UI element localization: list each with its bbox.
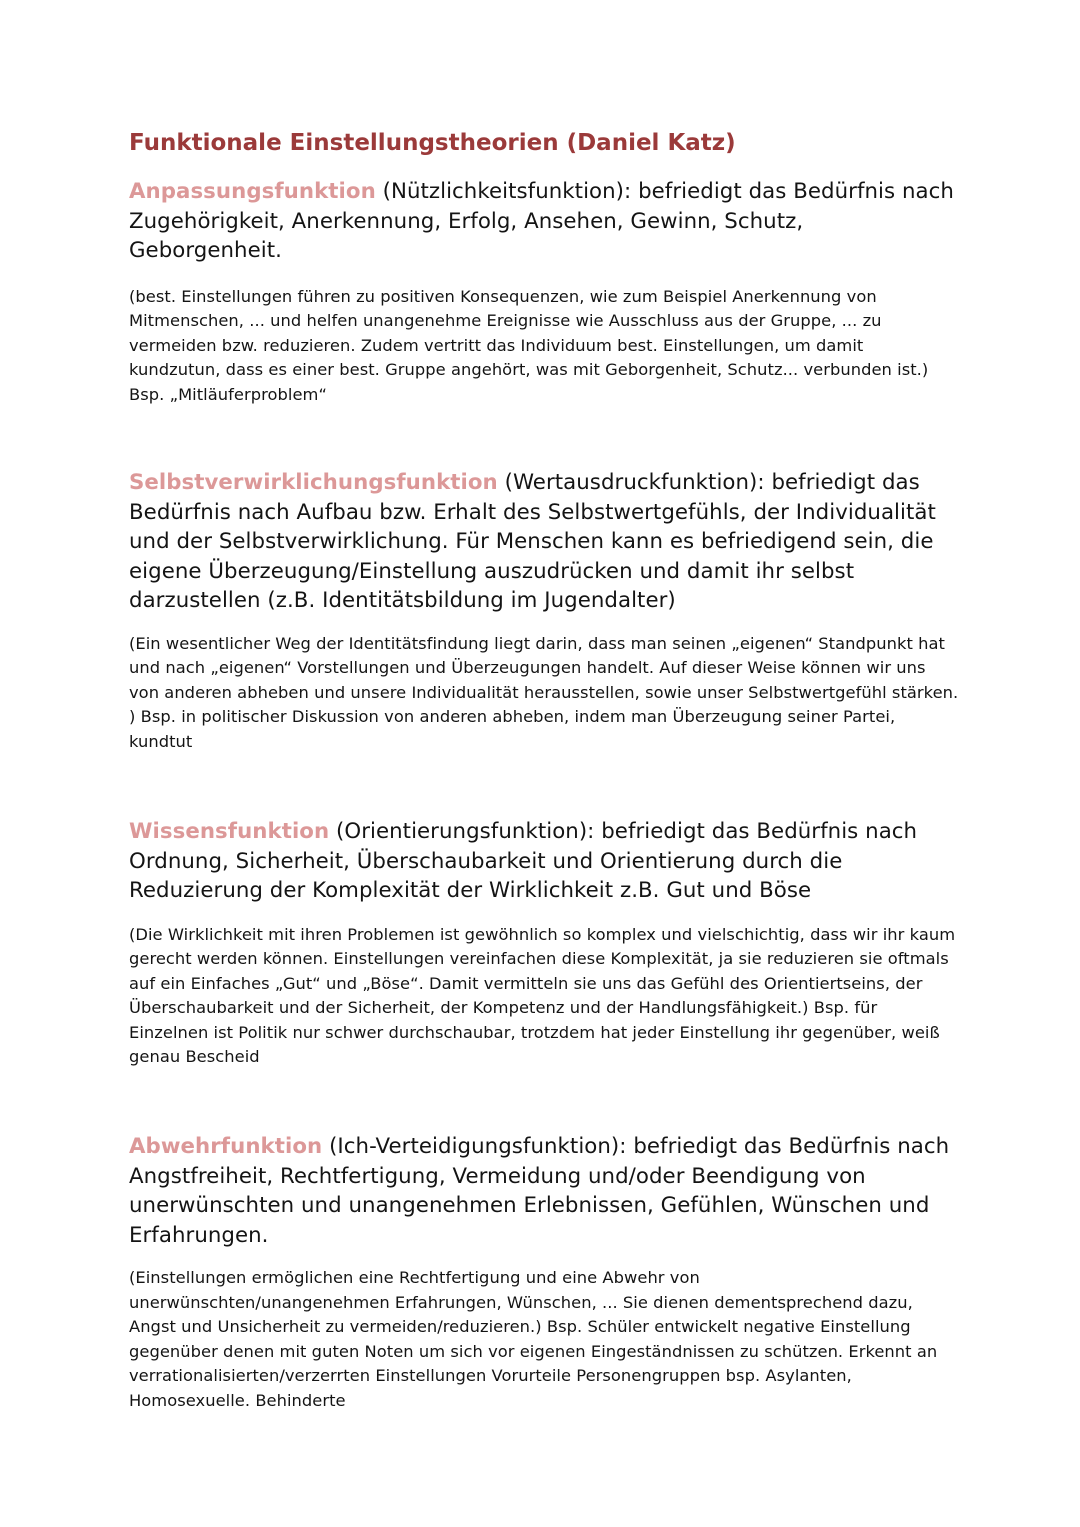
section-wissensfunktion	[129, 817, 959, 1070]
section-term: Abwehrfunktion	[129, 1134, 323, 1159]
section-term: Selbstverwirklichungsfunktion	[129, 470, 498, 495]
section-lead-text: (Orientierungsfunktion): befriedigt das Bedürfnis nach Ordnung, Sicherheit, Überschaubarkeit und Orientierung durch die Reduzierung der Komplexität der Wirklichkeit z.B. Gut und Böse	[129, 819, 918, 903]
section-lead	[129, 468, 959, 616]
section-selbstverwirklichungsfunktion	[129, 468, 959, 754]
section-term: Wissensfunktion	[129, 819, 330, 844]
section-lead-text: (Wertausdruckfunktion): befriedigt das Bedürfnis nach Aufbau bzw. Erhalt des Selbstwertgefühls, der Individualität und der Selbstverwirklichung. Für Menschen kann es befriedigend sein, die eigene Überzeugung/Einstellung auszudrücken und damit ihr selbst darzustellen (z.B. Identitätsbildung im Jugendalter)	[129, 470, 936, 613]
section-note: (Ein wesentlicher Weg der Identitätsfindung liegt darin, dass man seinen „eigenen“ Standpunkt hat und nach „eigenen“ Vorstellungen und Überzeugungen handelt. Auf dieser Weise können wir uns von anderen abheben und unsere Individualität herausstellen, sowie unser Selbstwertgefühl stärken. ) Bsp. in politischer Diskussion von anderen abheben, indem man Überzeugung seiner Partei, kundtut	[129, 633, 959, 751]
section-lead-text: (Nützlichkeitsfunktion): befriedigt das Bedürfnis nach Zugehörigkeit, Anerkennung, Erfolg, Ansehen, Gewinn, Schutz, Geborgenheit.	[129, 179, 954, 263]
section-abwehrfunktion	[129, 1132, 959, 1413]
section-term: Anpassungsfunktion	[129, 179, 376, 204]
section-lead-text: (Ich-Verteidigungsfunktion): befriedigt das Bedürfnis nach Angstfreiheit, Rechtfertigung, Vermeidung und/oder Beendigung von unerwünschten und unangenehmen Erlebnissen, Gefühlen, Wünschen und Erfahrungen.	[129, 1134, 950, 1248]
section-lead	[129, 817, 959, 906]
section-note: (Einstellungen ermöglichen eine Rechtfertigung und eine Abwehr von unerwünschten/unangenehmen Erfahrungen, Wünschen, ... Sie dienen dementsprechend dazu, Angst und Unsicherheit zu vermeiden/reduzieren.) Bsp. Schüler entwickelt negative Einstellung gegenüber denen mit guten Noten um sich vor eigenen Eingeständnissen zu schützen. Erkennt an verrationalisierten/verzerrten Einstellungen Vorurteile Personengruppen bsp. Asylanten, Homosexuelle. Behinderte	[129, 1268, 938, 1410]
document-title: Funktionale Einstellungstheorien (Daniel Katz)	[129, 130, 736, 156]
section-lead	[129, 177, 959, 266]
section-anpassungsfunktion	[129, 177, 959, 407]
section-note: (best. Einstellungen führen zu positiven Konsequenzen, wie zum Beispiel Anerkennung von Mitmenschen, ... und helfen unangenehme Ereignisse wie Ausschluss aus der Gruppe, ... zu vermeiden bzw. reduzieren. Zudem vertritt das Individuum best. Einstellungen, um damit kundzutun, dass es einer best. Gruppe angehört, was mit Geborgenheit, Schutz... verbunden ist.) Bsp. „Mitläuferproblem“	[129, 286, 929, 404]
section-note: (Die Wirklichkeit mit ihren Problemen ist gewöhnlich so komplex und vielschichtig, dass wir ihr kaum gerecht werden können. Einstellungen vereinfachen diese Komplexität, ja sie reduzieren sie oftmals auf ein Einfaches „Gut“ und „Böse“. Damit vermitteln sie uns das Gefühl des Orientiertseins, der Überschaubarkeit und der Sicherheit, der Kompetenz und der Handlungsfähigkeit.) Bsp. für Einzelnen ist Politik nur schwer durchschaubar, trotzdem hat jeder Einstellung ihr gegenüber, weiß genau Bescheid	[129, 924, 956, 1066]
section-lead	[129, 1132, 959, 1250]
